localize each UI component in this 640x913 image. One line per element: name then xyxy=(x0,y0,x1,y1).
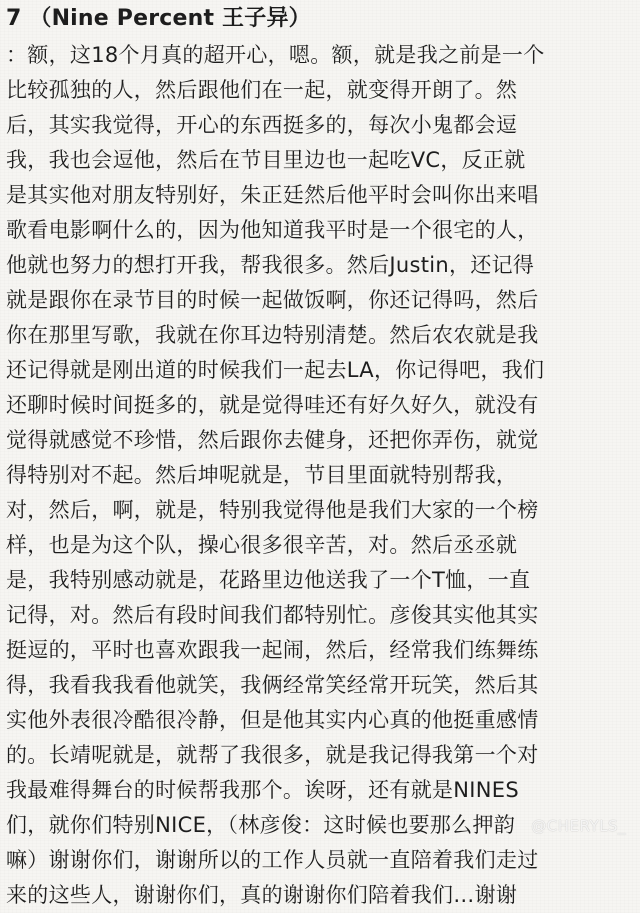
note-line: 是其实他对朋友特别好，朱正廷然后他平时会叫你出来唱 xyxy=(6,183,539,207)
note-line: 我，我也会逗他，然后在节目里边也一起吃VC，反正就 xyxy=(6,148,526,172)
note-line: 嘛）谢谢你们，谢谢所以的工作人员就一直陪着我们走过 xyxy=(6,848,539,872)
note-title: 7 （Nine Percent 王子异） xyxy=(6,6,311,31)
note-line: 是，我特别感动就是，花路里边他送我了一个T恤，一直 xyxy=(6,568,531,592)
note-line: 我最难得舞台的时候帮我那个。诶呀，还有就是NINES xyxy=(6,778,520,802)
note-line: 来的这些人，谢谢你们，真的谢谢你们陪着我们…谢谢 xyxy=(6,883,518,907)
note-line: 记得，对。然后有段时间我们都特别忙。彦俊其实他其实 xyxy=(6,603,539,627)
note-line: 得特别对不起。然后坤呢就是，节目里面就特别帮我， xyxy=(6,463,518,487)
note-line: 得，我看我我看他就笑，我俩经常笑经常开玩笑，然后其 xyxy=(6,673,539,697)
note-line: 还聊时候时间挺多的，就是觉得哇还有好久好久，就没有 xyxy=(6,393,539,417)
note-body xyxy=(6,38,636,913)
note-line: 就是跟你在录节目的时候一起做饭啊，你还记得吗，然后 xyxy=(6,288,539,312)
note-line: 样，也是为这个队，操心很多很辛苦，对。然后丞丞就 xyxy=(6,533,518,557)
note-line: 后，其实我觉得，开心的东西挺多的，每次小鬼都会逗 xyxy=(6,113,518,137)
note-line: 挺逗的，平时也喜欢跟我一起闹，然后，经常我们练舞练 xyxy=(6,638,539,662)
note-line: 对，然后，啊，就是，特别我觉得他是我们大家的一个榜 xyxy=(6,498,539,522)
note-line: 比较孤独的人，然后跟他们在一起，就变得开朗了。然 xyxy=(6,78,518,102)
note-line: 你在那里写歌，我就在你耳边特别清楚。然后农农就是我 xyxy=(6,323,539,347)
note-line: ：额，这18个月真的超开心，嗯。额，就是我之前是一个 xyxy=(6,43,545,67)
watermark: @CHERYLS_ xyxy=(531,817,626,835)
note-line: 歌看电影啊什么的，因为他知道我平时是一个很宅的人， xyxy=(6,218,539,242)
note-content xyxy=(6,4,636,913)
note-line: 的。长靖呢就是，就帮了我很多，就是我记得我第一个对 xyxy=(6,743,539,767)
note-line: 实他外表很冷酷很冷静，但是他其实内心真的他挺重感情 xyxy=(6,708,539,732)
note-line: 他就也努力的想打开我，帮我很多。然后Justin，还记得 xyxy=(6,253,535,277)
note-line: 觉得就感觉不珍惜，然后跟你去健身，还把你弄伤，就觉 xyxy=(6,428,539,452)
note-line: 还记得就是刚出道的时候我们一起去LA，你记得吧，我们 xyxy=(6,358,545,382)
note-line: 们，就你们特别NICE，（林彦俊：这时候也要那么押韵 xyxy=(6,813,516,837)
